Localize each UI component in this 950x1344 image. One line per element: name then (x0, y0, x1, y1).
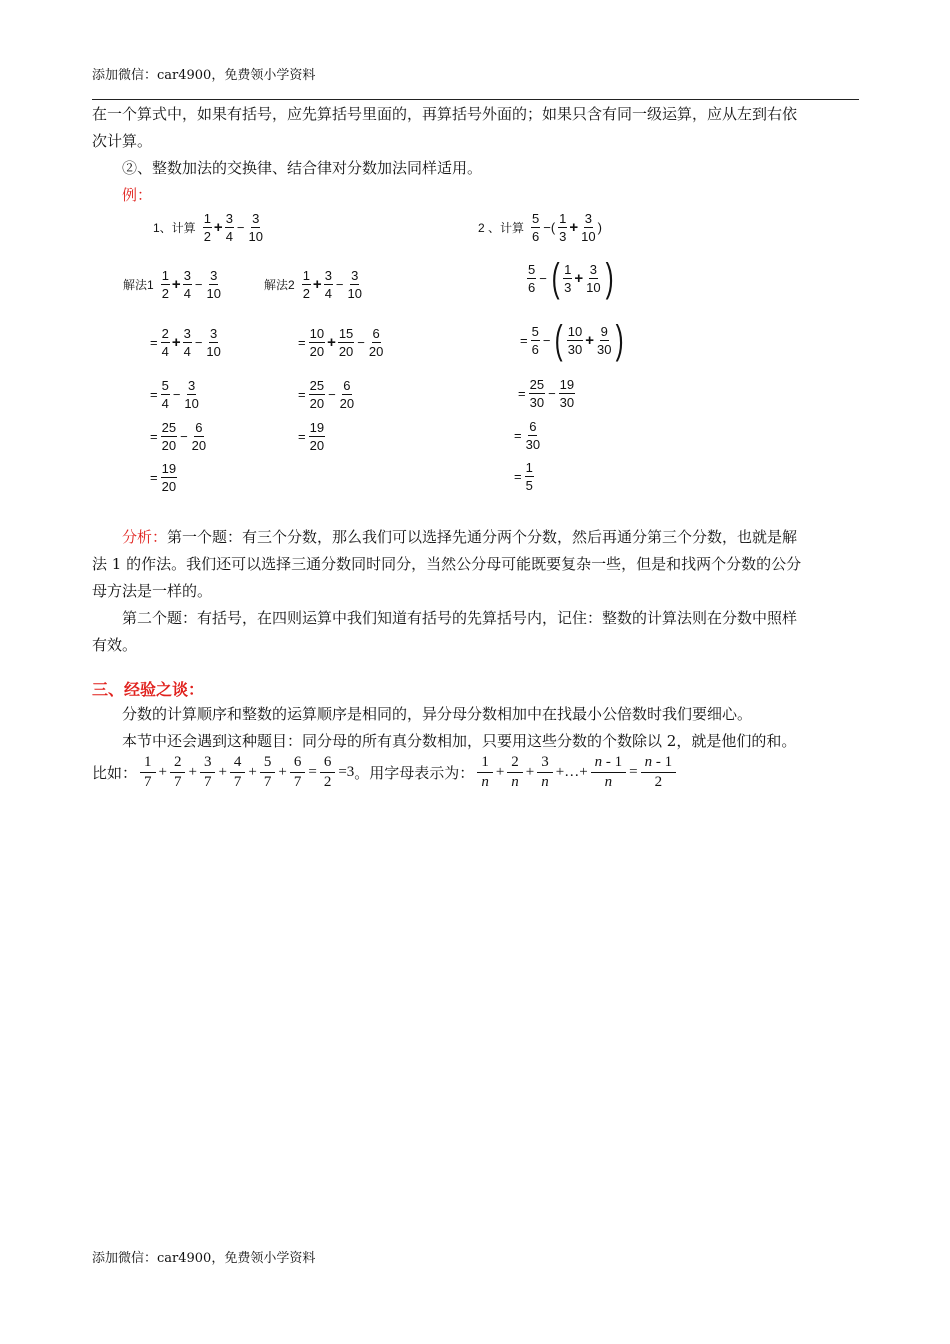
analysis-line-1: 第一个题：有三个分数，那么我们可以选择先通分两个分数，然后再通分第三个分数，也就是解 (167, 528, 798, 546)
formula-prefix: 比如： (92, 766, 138, 782)
ex2-step4: = $\frac{1}{5}$ (514, 460, 533, 493)
second-line-1: 第二个题：有括号，在四则运算中我们知道有括号的先算括号内，记住：整数的计算法则在分数中照样 (122, 609, 798, 627)
ex2-title: 2 、计算 5 6 −( 1 3 + $\frac{3}{10}$ ) (478, 211, 602, 244)
experience-paragraph (92, 701, 862, 755)
page-footer: 添加微信：car4900，免费领小学资料 (92, 1251, 316, 1266)
intro-line-2: 次计算。 (92, 132, 153, 150)
sol1-step4: = $\frac{19}{20}$ (150, 461, 177, 494)
ex2-step0: 5 6 − ( 1 3 + $\frac{3}{10}$ ) (528, 256, 614, 300)
rule-2: ②、整数加法的交换律、结合律对分数加法同样适用。 (122, 159, 483, 177)
ex2-step2: = $\frac{25}{30}$ − $\frac{19}{30}$ (518, 377, 575, 410)
experience-line-2: 本节中还会遇到这种题目：同分母的所有真分数相加，只要用这些分数的个数除以 2，就是他们的和。 (122, 732, 797, 750)
sol1-step2: = $\frac{5}{4}$ − $\frac{3}{10}$ (150, 378, 199, 411)
intro-paragraph (92, 101, 862, 209)
example-label: 例： (122, 186, 153, 204)
intro-line-1: 在一个算式中，如果有括号，应先算括号里面的，再算括号外面的；如果只含有同一级运算，应从左到右依 (92, 105, 798, 123)
section-title: 三、经验之谈： (92, 680, 205, 699)
sol1-step3: = $\frac{25}{20}$ − $\frac{6}{20}$ (150, 420, 207, 453)
sol2-step3: = $\frac{19}{20}$ (298, 420, 325, 453)
sol2-step2: = $\frac{25}{20}$ − $\frac{6}{20}$ (298, 378, 355, 411)
sol2-step0: 解法2 1 2 + $\frac{3}{4}$ − $\frac{3}{10}$ (264, 268, 362, 301)
sol1-step1: = $\frac{2}{4}$ + $\frac{3}{4}$ − $\frac{3}{10}$ (150, 326, 221, 359)
analysis-label: 分析： (122, 528, 168, 546)
page-header: 添加微信：car4900，免费领小学资料 (92, 68, 316, 83)
sol1-step0: 解法1 1 2 + $\frac{3}{4}$ − $\frac{3}{10}$ (123, 268, 221, 301)
second-line-2: 有效。 (92, 636, 138, 654)
formula-line: 比如： 1 7 + $\frac{2}{7}$ + $\frac{3}{7}$ + $\frac{4}{7}$ + $\frac{5}{7}$ + $\frac{6}{7}$ = $\frac{6}{2}$ =3 。用字母表示为： 1 n + $\frac{2}{n}$ + $\frac{3}{n}$ +…+ $\frac{n - 1}{n}$ = $\frac{n - 1}{2}$ (92, 753, 679, 792)
sol2-step1: = $\frac{10}{20}$ + $\frac{15}{20}$ − $\frac{6}{20}$ (298, 326, 384, 359)
analysis-line-2: 法 1 的作法。我们还可以选择三通分数同时同分，当然公分母可能既要复杂一些，但是和找两个分数的公分 (92, 555, 802, 573)
formula-mid: 。用字母表示为： (354, 766, 475, 782)
ex2-step3: = $\frac{6}{30}$ (514, 419, 541, 452)
ex2-step1: = $\frac{5}{6}$ − ( 10 30 + $\frac{9}{30}$ ) (520, 318, 625, 362)
header-divider (92, 99, 859, 100)
ex1-title: 1、计算 1 2 + $\frac{3}{4}$ − $\frac{3}{10}$ (153, 211, 263, 244)
experience-line-1: 分数的计算顺序和整数的运算顺序是相同的，异分母分数相加中在找最小公倍数时我们要细心。 (122, 705, 753, 723)
analysis-line-3: 母方法是一样的。 (92, 582, 213, 600)
analysis-paragraph (92, 524, 862, 659)
formula-result: =3 (338, 764, 355, 780)
